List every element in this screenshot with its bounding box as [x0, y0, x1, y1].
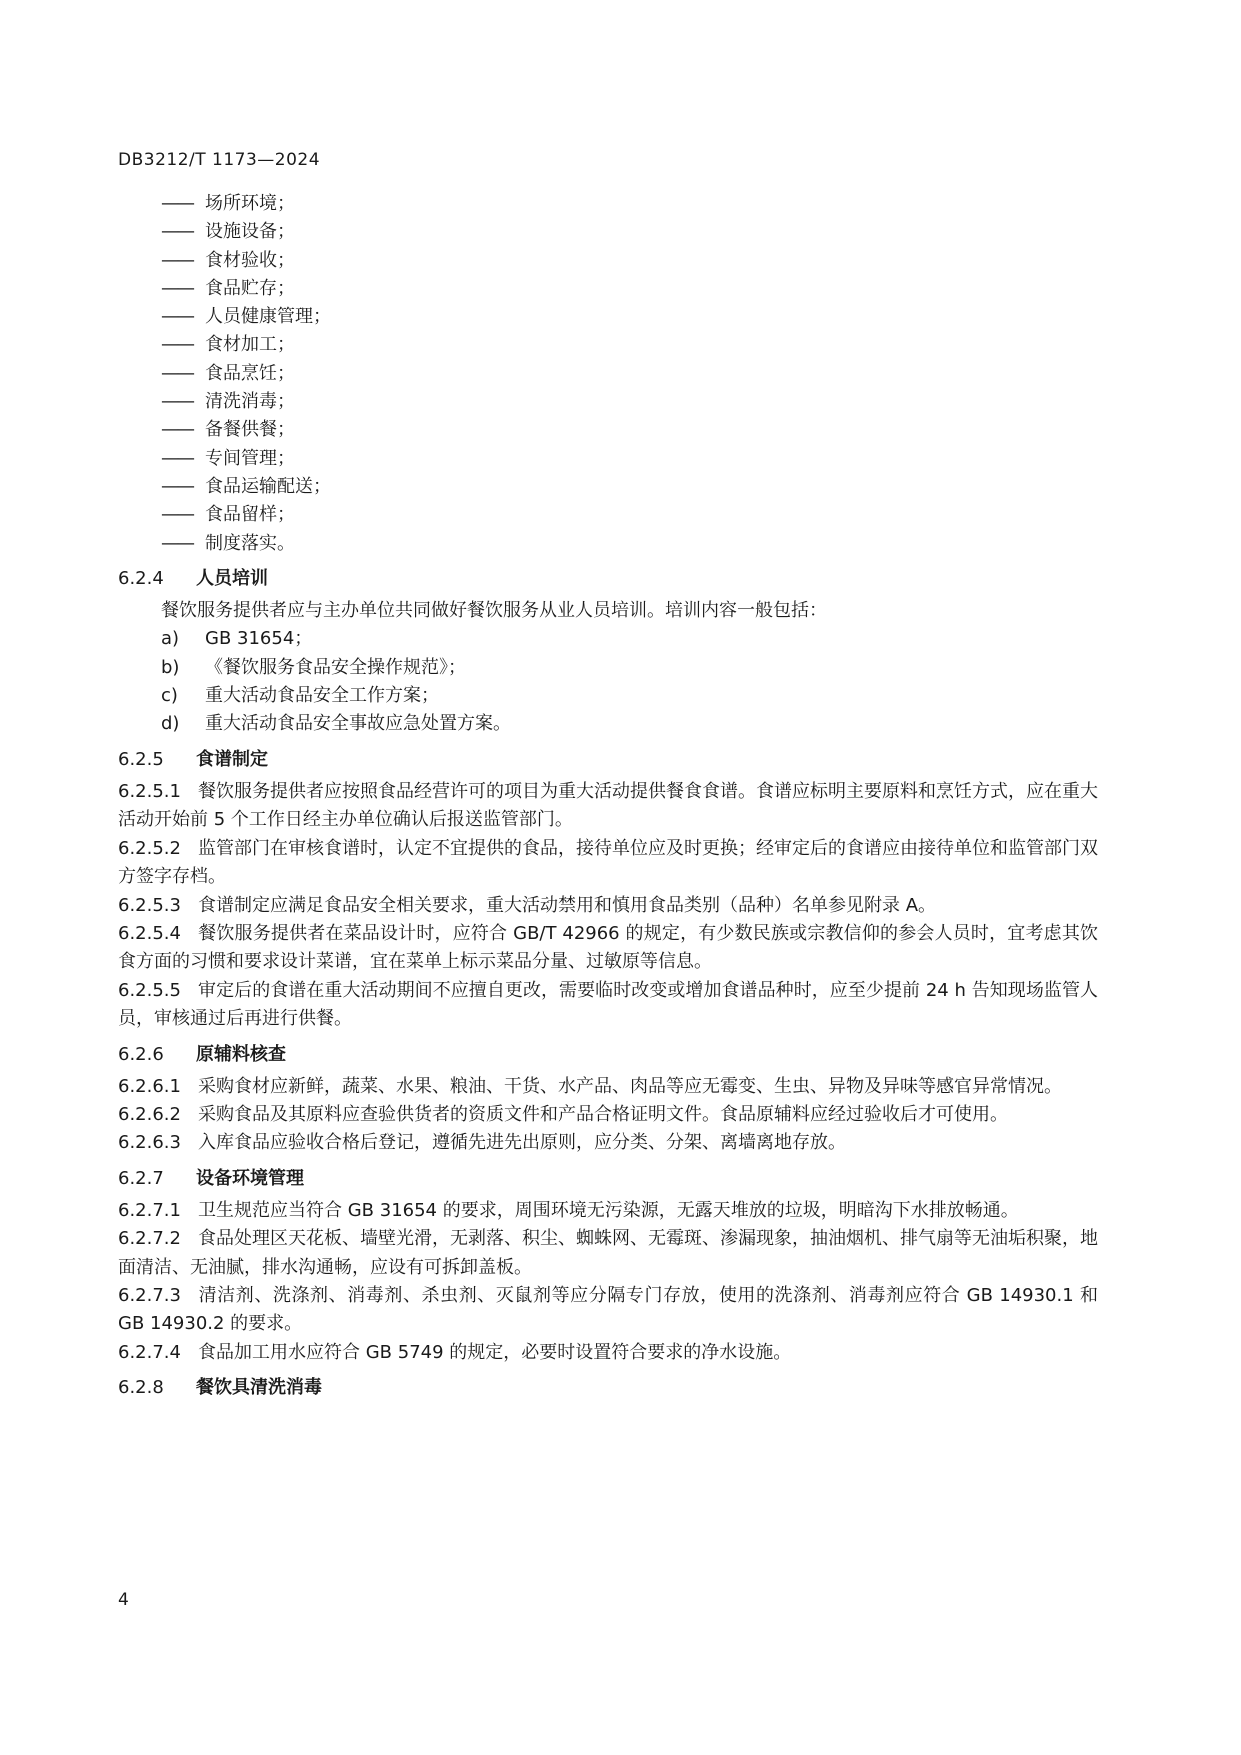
clause-text: 餐饮服务提供者应按照食品经营许可的项目为重大活动提供餐食食谱。食谱应标明主要原料和烹饪方式，应在重大活动开始前 5 个工作日经主办单位确认后报送监管部门。: [118, 780, 1098, 831]
dash-item-text: 备餐供餐；: [205, 419, 295, 441]
dash-list-item: [118, 190, 1098, 218]
dash-mark: ——: [161, 475, 193, 497]
clause-text: 审定后的食谱在重大活动期间不应擅自更改，需要临时改变或增加食谱品种时，应至少提前 24 h 告知现场监管人员，审核通过后再进行供餐。: [118, 979, 1098, 1030]
dash-mark: ——: [161, 277, 193, 299]
dash-item-text: 专间管理；: [205, 447, 295, 469]
clause-number: 6.2.5.4: [118, 922, 181, 944]
training-list: [118, 625, 1098, 739]
section-title: 食谱制定: [196, 748, 268, 770]
section-title: 餐饮具清洗消毒: [196, 1377, 322, 1399]
section-number: 6.2.4: [118, 567, 164, 589]
dash-list-item: [118, 303, 1098, 331]
dash-mark: ——: [161, 193, 193, 214]
list-label: c): [161, 685, 178, 707]
clause-6-2-5-4: [118, 920, 1098, 977]
list-text: 《餐饮服务食品安全操作规范》；: [205, 656, 466, 678]
clause-6-2-5-5: [118, 977, 1098, 1034]
list-text: GB 31654；: [205, 628, 313, 650]
clause-6-2-6-2: [118, 1101, 1098, 1129]
clause-6-2-6-1: [118, 1073, 1098, 1101]
clause-6-2-5-3: [118, 892, 1098, 920]
dash-list-item: [118, 360, 1098, 388]
clause-6-2-5-1: [118, 778, 1098, 835]
section-heading-6-2-8: [118, 1374, 1098, 1402]
dash-mark: ——: [161, 447, 193, 469]
dash-mark: ——: [161, 334, 193, 356]
list-item: [118, 682, 1098, 710]
clause-number: 6.2.7.4: [118, 1341, 181, 1363]
clause-text: 清洁剂、洗涤剂、消毒剂、杀虫剂、灭鼠剂等应分隔专门存放，使用的洗涤剂、消毒剂应符合 GB 14930.1 和 GB 14930.2 的要求。: [118, 1284, 1098, 1335]
list-item: [118, 710, 1098, 738]
list-label: a): [161, 628, 180, 650]
dash-list-item: [118, 445, 1098, 473]
clause-text: 卫生规范应当符合 GB 31654 的要求，周围环境无污染源，无露天堆放的垃圾，明暗沟下水排放畅通。: [198, 1199, 1019, 1221]
list-label: d): [161, 713, 180, 735]
dash-item-text: 清洗消毒；: [205, 391, 295, 413]
section-number: 6.2.6: [118, 1043, 164, 1065]
clause-text: 采购食品及其原料应查验供货者的资质文件和产品合格证明文件。食品原辅料应经过验收后才可使用。: [198, 1103, 1008, 1125]
dash-item-text: 食材加工；: [205, 334, 295, 356]
clause-text: 食品加工用水应符合 GB 5749 的规定，必要时设置符合要求的净水设施。: [198, 1341, 792, 1363]
dash-mark: ——: [161, 249, 193, 271]
clause-number: 6.2.6.1: [118, 1075, 181, 1097]
clause-number: 6.2.5.2: [118, 837, 181, 859]
section-title: 原辅料核查: [196, 1043, 286, 1065]
dash-mark: ——: [161, 504, 193, 526]
dash-item-text: 食品贮存；: [205, 277, 295, 299]
section-number: 6.2.8: [118, 1377, 164, 1399]
dash-item-text: 食材验收；: [205, 249, 295, 271]
dash-list-item: [118, 416, 1098, 444]
clause-number: 6.2.6.2: [118, 1103, 181, 1125]
clause-text: 食品处理区天花板、墙壁光滑，无剥落、积尘、蜘蛛网、无霉斑、渗漏现象，抽油烟机、排气扇等无油垢积聚，地面清洁、无油腻，排水沟通畅，应设有可拆卸盖板。: [118, 1228, 1098, 1278]
list-item: [118, 654, 1098, 682]
clause-number: 6.2.7.3: [118, 1284, 181, 1306]
dash-list-item: [118, 473, 1098, 501]
document-code: DB3212/T 1173—2024: [118, 150, 321, 170]
dash-list-item: [118, 501, 1098, 529]
dash-item-text: 人员健康管理；: [205, 306, 331, 328]
clause-text: 入库食品应验收合格后登记，遵循先进先出原则，应分类、分架、离墙离地存放。: [198, 1132, 846, 1154]
list-label: b): [161, 656, 180, 678]
dash-item-text: 食品运输配送；: [205, 475, 331, 497]
clause-number: 6.2.7.2: [118, 1228, 181, 1250]
clause-number: 6.2.5.3: [118, 894, 181, 916]
clause-6-2-7-4: [118, 1339, 1098, 1367]
section-heading-6-2-5: [118, 746, 1098, 774]
dash-list-item: [118, 247, 1098, 275]
list-item: [118, 625, 1098, 653]
clause-number: 6.2.5.5: [118, 979, 181, 1001]
clause-text: 食谱制定应满足食品安全相关要求，重大活动禁用和慎用食品类别（品种）名单参见附录 A。: [198, 894, 937, 916]
clause-number: 6.2.7.1: [118, 1199, 181, 1221]
clause-6-2-7-2: [118, 1225, 1098, 1282]
clause-number: 6.2.6.3: [118, 1132, 181, 1154]
dash-mark: ——: [161, 391, 193, 413]
section-number: 6.2.5: [118, 748, 164, 770]
dash-mark: ——: [161, 306, 193, 328]
clause-6-2-7-3: [118, 1282, 1098, 1339]
section-title: 人员培训: [196, 567, 268, 589]
section-heading-6-2-7: [118, 1165, 1098, 1193]
dash-mark: ——: [161, 362, 193, 384]
section-title: 设备环境管理: [196, 1167, 304, 1189]
dash-item-text: 场所环境；: [205, 193, 295, 214]
clause-6-2-5-2: [118, 835, 1098, 892]
clause-6-2-6-3: [118, 1129, 1098, 1157]
dash-list-item: [118, 331, 1098, 359]
dash-item-text: 设施设备；: [205, 221, 295, 243]
dash-list-item: [118, 218, 1098, 246]
list-text: 重大活动食品安全事故应急处置方案。: [205, 713, 511, 735]
dash-item-text: 食品留样；: [205, 504, 295, 526]
clause-text: 采购食材应新鲜，蔬菜、水果、粮油、干货、水产品、肉品等应无霉变、生虫、异物及异味等感官异常情况。: [198, 1075, 1062, 1097]
clause-number: 6.2.5.1: [118, 780, 181, 802]
dash-list-item: [118, 530, 1098, 558]
training-intro: 餐饮服务提供者应与主办单位共同做好餐饮服务从业人员培训。培训内容一般包括：: [161, 599, 827, 621]
dash-list: [118, 190, 1098, 558]
dash-item-text: 制度落实。: [205, 532, 295, 554]
dash-list-item: [118, 388, 1098, 416]
page-number: 4: [118, 1590, 129, 1610]
dash-mark: ——: [161, 419, 193, 441]
clause-text: 餐饮服务提供者在菜品设计时，应符合 GB/T 42966 的规定，有少数民族或宗教信仰的参会人员时，宜考虑其饮食方面的习惯和要求设计菜谱，宜在菜单上标示菜品分量、过敏原等信息。: [118, 922, 1098, 973]
dash-list-item: [118, 275, 1098, 303]
dash-mark: ——: [161, 532, 193, 554]
clause-6-2-7-1: [118, 1197, 1098, 1225]
clause-text: 监管部门在审核食谱时，认定不宜提供的食品，接待单位应及时更换；经审定后的食谱应由接待单位和监管部门双方签字存档。: [118, 837, 1098, 888]
section-heading-6-2-4: [118, 565, 1098, 593]
list-text: 重大活动食品安全工作方案；: [205, 685, 439, 707]
dash-mark: ——: [161, 221, 193, 243]
section-heading-6-2-6: [118, 1041, 1098, 1069]
dash-item-text: 食品烹饪；: [205, 362, 295, 384]
section-number: 6.2.7: [118, 1167, 164, 1189]
page-body: [118, 190, 1098, 1406]
